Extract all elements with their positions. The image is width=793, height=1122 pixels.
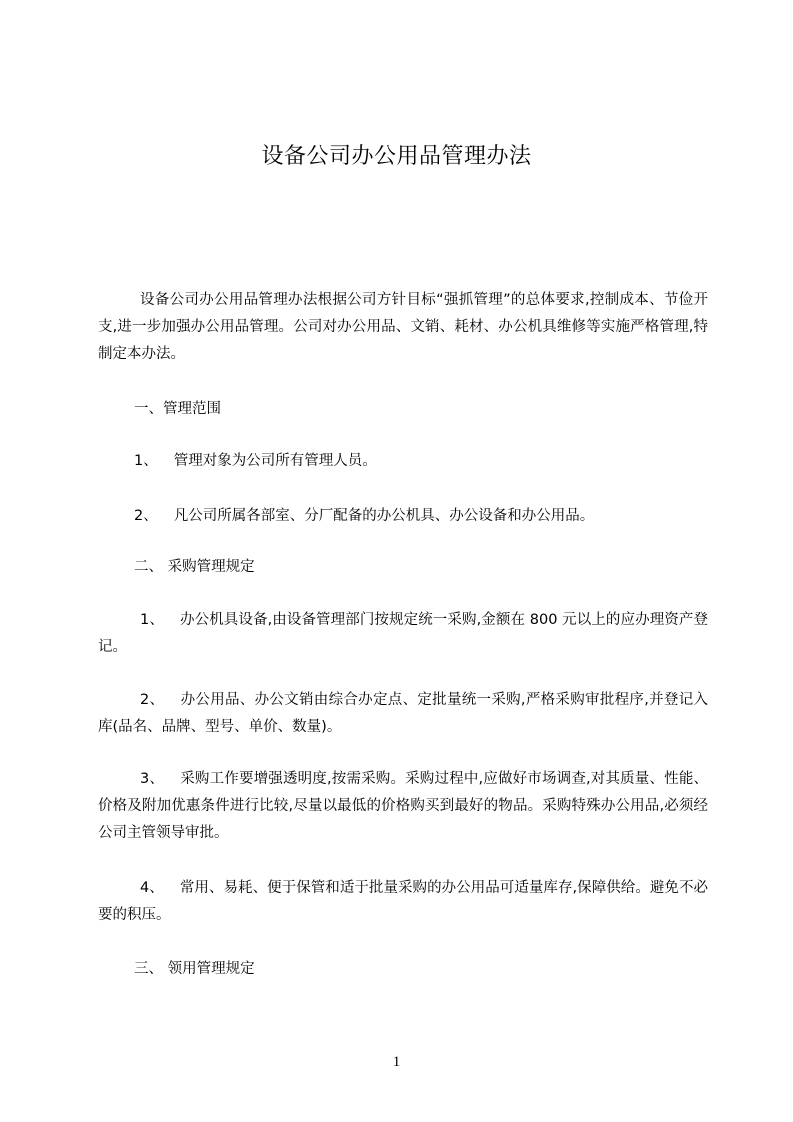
item-number: 1、: [140, 612, 164, 628]
purchase-item-3: [98, 766, 708, 847]
intro-paragraph: 设备公司办公用品管理办法根据公司方针目标“强抓管理”的总体要求,控制成本、节俭开支,进一步加强办公用品管理。公司对办公用品、文销、耗材、办公机具维修等实施严格管理,特制定本办法。: [98, 292, 708, 362]
item-number: 2、: [140, 692, 165, 708]
item-number: 1、: [134, 453, 158, 469]
document-title: 设备公司办公用品管理办法: [261, 144, 532, 169]
item-text: 办公机具设备,由设备管理部门按规定统一采购,金额在 800 元以上的应办理资产登记。: [98, 612, 708, 655]
section-heading-scope: 一、管理范围: [134, 401, 221, 417]
item-text: 凡公司所属各部室、分厂配备的办公机具、办公设备和办公用品。: [173, 508, 595, 524]
scope-item-1: [134, 448, 377, 475]
purchase-item-1: [98, 607, 708, 661]
item-text: 采购工作要增强透明度,按需采购。采购过程中,应做好市场调查,对其质量、性能、价格及附加优惠条件进行比较,尽量以最低的价格购买到最好的物品。采购特殊办公用品,必须经公司主管领导审批。: [98, 771, 708, 841]
section-heading-purchase: 二、 采购管理规定: [134, 559, 255, 575]
item-number: 4、: [140, 880, 164, 896]
item-number: 3、: [140, 771, 165, 787]
item-text: 办公用品、办公文销由综合办定点、定批量统一采购,严格采购审批程序,并登记入库(品名、品牌、型号、单价、数量)。: [98, 692, 708, 735]
scope-item-2: [134, 503, 594, 530]
purchase-item-4: [98, 875, 708, 929]
item-number: 2、: [134, 508, 158, 524]
page-number: 1: [392, 1054, 401, 1070]
purchase-item-2: [98, 687, 708, 741]
item-text: 管理对象为公司所有管理人员。: [173, 453, 377, 469]
section-heading-usage: 三、 领用管理规定: [134, 961, 255, 977]
item-text: 常用、易耗、便于保管和适于批量采购的办公用品可适量库存,保障供给。避免不必要的积压。: [98, 880, 708, 923]
